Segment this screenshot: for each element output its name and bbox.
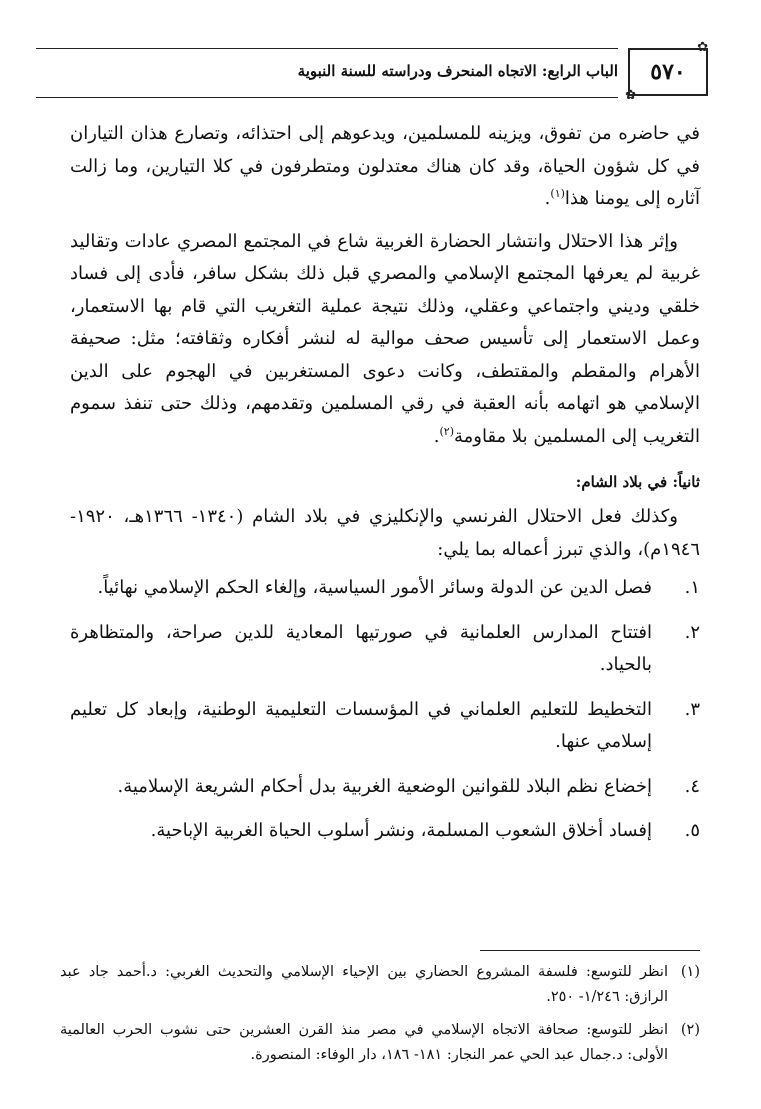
floral-ornament-icon: ✿ [625, 88, 636, 103]
paragraph: وكذلك فعل الاحتلال الفرنسي والإنكليزي في بلاد الشام (١٣٤٠- ١٣٦٦هـ، ١٩٢٠- ١٩٤٦م)، والذي تبرز أعماله بما يلي: [70, 506, 700, 560]
running-title: الباب الرابع: الاتجاه المنحرف ودراسته للسنة النبوية [297, 62, 618, 80]
header-top-rule [36, 48, 618, 49]
footnote-number: (١) [680, 964, 700, 980]
footnote-text: انظر للتوسع: فلسفة المشروع الحضاري بين الإحياء الإسلامي والتحديث الغربي: د.أحمد جاد عبد الرازق: ١/٢٤٦- ٢٥٠. [60, 964, 668, 1005]
list-item-text: افتتاح المدارس العلمانية في صورتيها المعادية للدين صراحة، والمتظاهرة بالحياد. [70, 621, 652, 675]
list-item-number: ٢. [684, 621, 700, 643]
list-item [70, 617, 700, 682]
footnote-ref[interactable]: (٢) [439, 424, 454, 438]
footnotes [60, 960, 700, 1076]
paragraph: في حاضره من تفوق، ويزينه للمسلمين، ويدعوهم إلى احتذائه، وتصارع هذان التياران في كل شؤون الحياة، وقد كان هناك معتدلون ومتطرفون في كلا التيارين، وما زالت آثاره إلى يومنا هذا$^{(١)}$. [70, 123, 700, 209]
list-item-number: ٥. [684, 820, 700, 841]
page-number-frame [625, 40, 708, 103]
footnote [60, 960, 700, 1010]
footnote [60, 1018, 700, 1068]
list-item [70, 694, 700, 759]
paragraph: وإثر هذا الاحتلال وانتشار الحضارة الغربية شاع في المجتمع المصري عادات وتقاليد غربية لم يعرفها المجتمع الإسلامي والمصري قبل ذلك بشكل سافر، فأدى إلى فساد خلقي وديني واجتماعي وعقلي، وذلك نتيجة عملية التغريب التي قام بها الاستعمار، وعمل الاستعمار إلى تأسيس صحف موالية له لنشر أفكاره وثقافته؛ مثل: صحيفة الأهرام والمقطم والمقتطف، وكانت دعوى المستغربين في الهجوم على الدين الإسلامي هو اتهامه بأنه العقبة في رقي المسلمين وتقدمهم، وذلك حتى تنفذ سموم التغريب إلى المسلمين بلا مقاومة$^{(٢)}$. [70, 230, 700, 447]
list-item-text: إخضاع نظم البلاد للقوانين الوضعية الغربية بدل أحكام الشريعة الإسلامية. [117, 775, 652, 797]
list-item-number: ١. [684, 577, 700, 598]
footnote-ref[interactable]: (١) [550, 187, 565, 200]
page-header [36, 40, 714, 103]
list-item [70, 771, 700, 804]
list-item-text: إفساد أخلاق الشعوب المسلمة، ونشر أسلوب الحياة الغربية الإباحية. [150, 820, 652, 841]
list-item [70, 572, 700, 605]
section-heading: ثانياً: في بلاد الشام: [575, 473, 700, 491]
footnote-number: (٢) [680, 1022, 700, 1038]
list-item-text: التخطيط للتعليم العلماني في المؤسسات التعليمية الوطنية، وإبعاد كل تعليم إسلامي عنها. [70, 698, 652, 752]
list-item-number: ٣. [684, 698, 700, 720]
header-bottom-rule [36, 97, 618, 98]
list-item [70, 815, 700, 848]
list-item-number: ٤. [684, 775, 700, 797]
list-item-text: فصل الدين عن الدولة وسائر الأمور السياسية، وإلغاء الحكم الإسلامي نهائياً. [97, 577, 652, 598]
floral-ornament-icon: ✿ [697, 40, 708, 55]
page-number: ٥٧٠ [650, 59, 686, 85]
footnote-separator [480, 950, 700, 951]
footnote-text: انظر للتوسع: صحافة الاتجاه الإسلامي في مصر منذ القرن العشرين حتى نشوب الحرب العالمية الأولى: د.جمال عبد الحي عمر النجار: ١٨١- ١٨٦، دار الوفاء: المنصورة. [60, 1022, 668, 1063]
numbered-list [70, 572, 700, 848]
main-text [70, 118, 700, 860]
